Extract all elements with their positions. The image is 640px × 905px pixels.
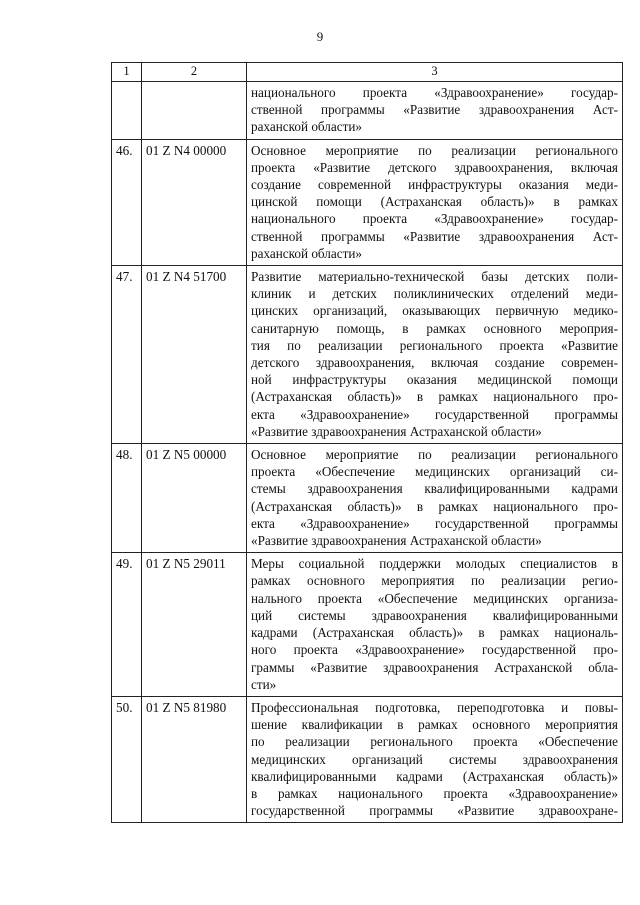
row-number: 49. (112, 553, 142, 697)
description-line: екта «Здравоохранение» государственной программы (251, 515, 618, 531)
continuation-row (112, 82, 623, 140)
description-line: нального проекта «Обеспечение медицинских организа- (251, 590, 618, 606)
description-line: «Развитие здравоохранения Астраханской области» (251, 533, 542, 549)
page-number: 9 (316, 29, 324, 44)
table-row (112, 444, 623, 553)
continuation-description (247, 82, 623, 140)
description-line: клиник и детских поликлинических отделений меди- (251, 286, 618, 302)
row-number: 48. (112, 444, 142, 553)
description-line: ственной программы «Развитие здравоохранения Аст- (251, 228, 618, 244)
description-line: проекта «Обеспечение медицинских организаций си- (251, 464, 618, 480)
continuation-num-cell (112, 82, 142, 140)
description-line: проекта «Развитие детского здравоохранения, включая (251, 159, 618, 175)
description-line: «Развитие здравоохранения Астраханской области» (251, 423, 542, 439)
description-line: сти» (251, 676, 277, 692)
header-col-2: 2 (142, 63, 247, 82)
row-description (247, 444, 623, 553)
description-line: Основное мероприятие по реализации регионального (251, 447, 618, 463)
description-line: (Астраханская область)» в рамках национального про- (251, 389, 618, 405)
continuation-code-cell (142, 82, 247, 140)
description-line: квалифицированными кадрами (Астраханская область)» (251, 768, 618, 784)
description-line: цинских организаций, оказывающих первичную медико- (251, 303, 618, 319)
budget-code: 01 Z N5 81980 (142, 696, 247, 822)
description-line: национального проекта «Здравоохранение» государ- (251, 85, 618, 100)
table-row (112, 553, 623, 697)
row-number: 46. (112, 139, 142, 265)
description-line: медицинских организаций системы здравоохранения (251, 751, 618, 767)
description-line: государственной программы «Развитие здравоохране- (251, 803, 618, 819)
description-line: тия по реализации регионального проекта «Развитие (251, 337, 618, 353)
description-line: Развитие материально-технической базы детских поли- (251, 269, 618, 285)
budget-code: 01 Z N5 29011 (142, 553, 247, 697)
budget-code: 01 Z N4 51700 (142, 266, 247, 444)
header-col-1: 1 (112, 63, 142, 82)
row-description (247, 139, 623, 265)
row-number: 50. (112, 696, 142, 822)
description-line: Профессиональная подготовка, переподготовка и повы- (251, 699, 618, 715)
row-description (247, 553, 623, 697)
description-line: в рамках национального проекта «Здравоохранение» (251, 785, 618, 801)
row-number: 47. (112, 266, 142, 444)
description-line: граммы «Развитие здравоохранения Астраханской обла- (251, 659, 618, 675)
row-description (247, 696, 623, 822)
description-line: Меры социальной поддержки молодых специалистов в (251, 556, 618, 572)
description-line: ной инфраструктуры оказания медицинской помощи (251, 372, 618, 388)
description-line: ственной программы «Развитие здравоохранения Аст- (251, 102, 618, 118)
description-line: санитарную помощь, в рамках основного мероприя- (251, 320, 618, 336)
description-line: цинской помощи (Астраханская область)» в рамках (251, 194, 618, 210)
header-row (112, 63, 623, 82)
description-line: Основное мероприятие по реализации регионального (251, 142, 618, 158)
description-line: стемы здравоохранения квалифицированными кадрами (251, 481, 618, 497)
description-line: ного проекта «Здравоохранение» государственной про- (251, 642, 618, 658)
budget-code: 01 Z N4 00000 (142, 139, 247, 265)
description-line: екта «Здравоохранение» государственной программы (251, 406, 618, 422)
program-table (111, 62, 623, 823)
table-row (112, 139, 623, 265)
description-line: по реализации регионального проекта «Обеспечение (251, 734, 618, 750)
description-line: раханской области» (251, 119, 362, 135)
description-line: шение квалификации в рамках основного мероприятия (251, 717, 618, 733)
table-row (112, 696, 623, 822)
description-line: (Астраханская область)» в рамках национального про- (251, 498, 618, 514)
description-line: создание современной инфраструктуры оказания меди- (251, 177, 618, 193)
description-line: кадрами (Астраханская область)» в рамках националь- (251, 625, 618, 641)
description-line: детского здравоохранения, включая создание современ- (251, 355, 618, 371)
description-line: национального проекта «Здравоохранение» государ- (251, 211, 618, 227)
header-col-3: 3 (247, 63, 623, 82)
description-line: ций системы здравоохранения квалифицированными (251, 607, 618, 623)
description-line: рамках основного мероприятия по реализации регио- (251, 573, 618, 589)
table-row (112, 266, 623, 444)
description-line: раханской области» (251, 245, 362, 261)
row-description (247, 266, 623, 444)
budget-code: 01 Z N5 00000 (142, 444, 247, 553)
